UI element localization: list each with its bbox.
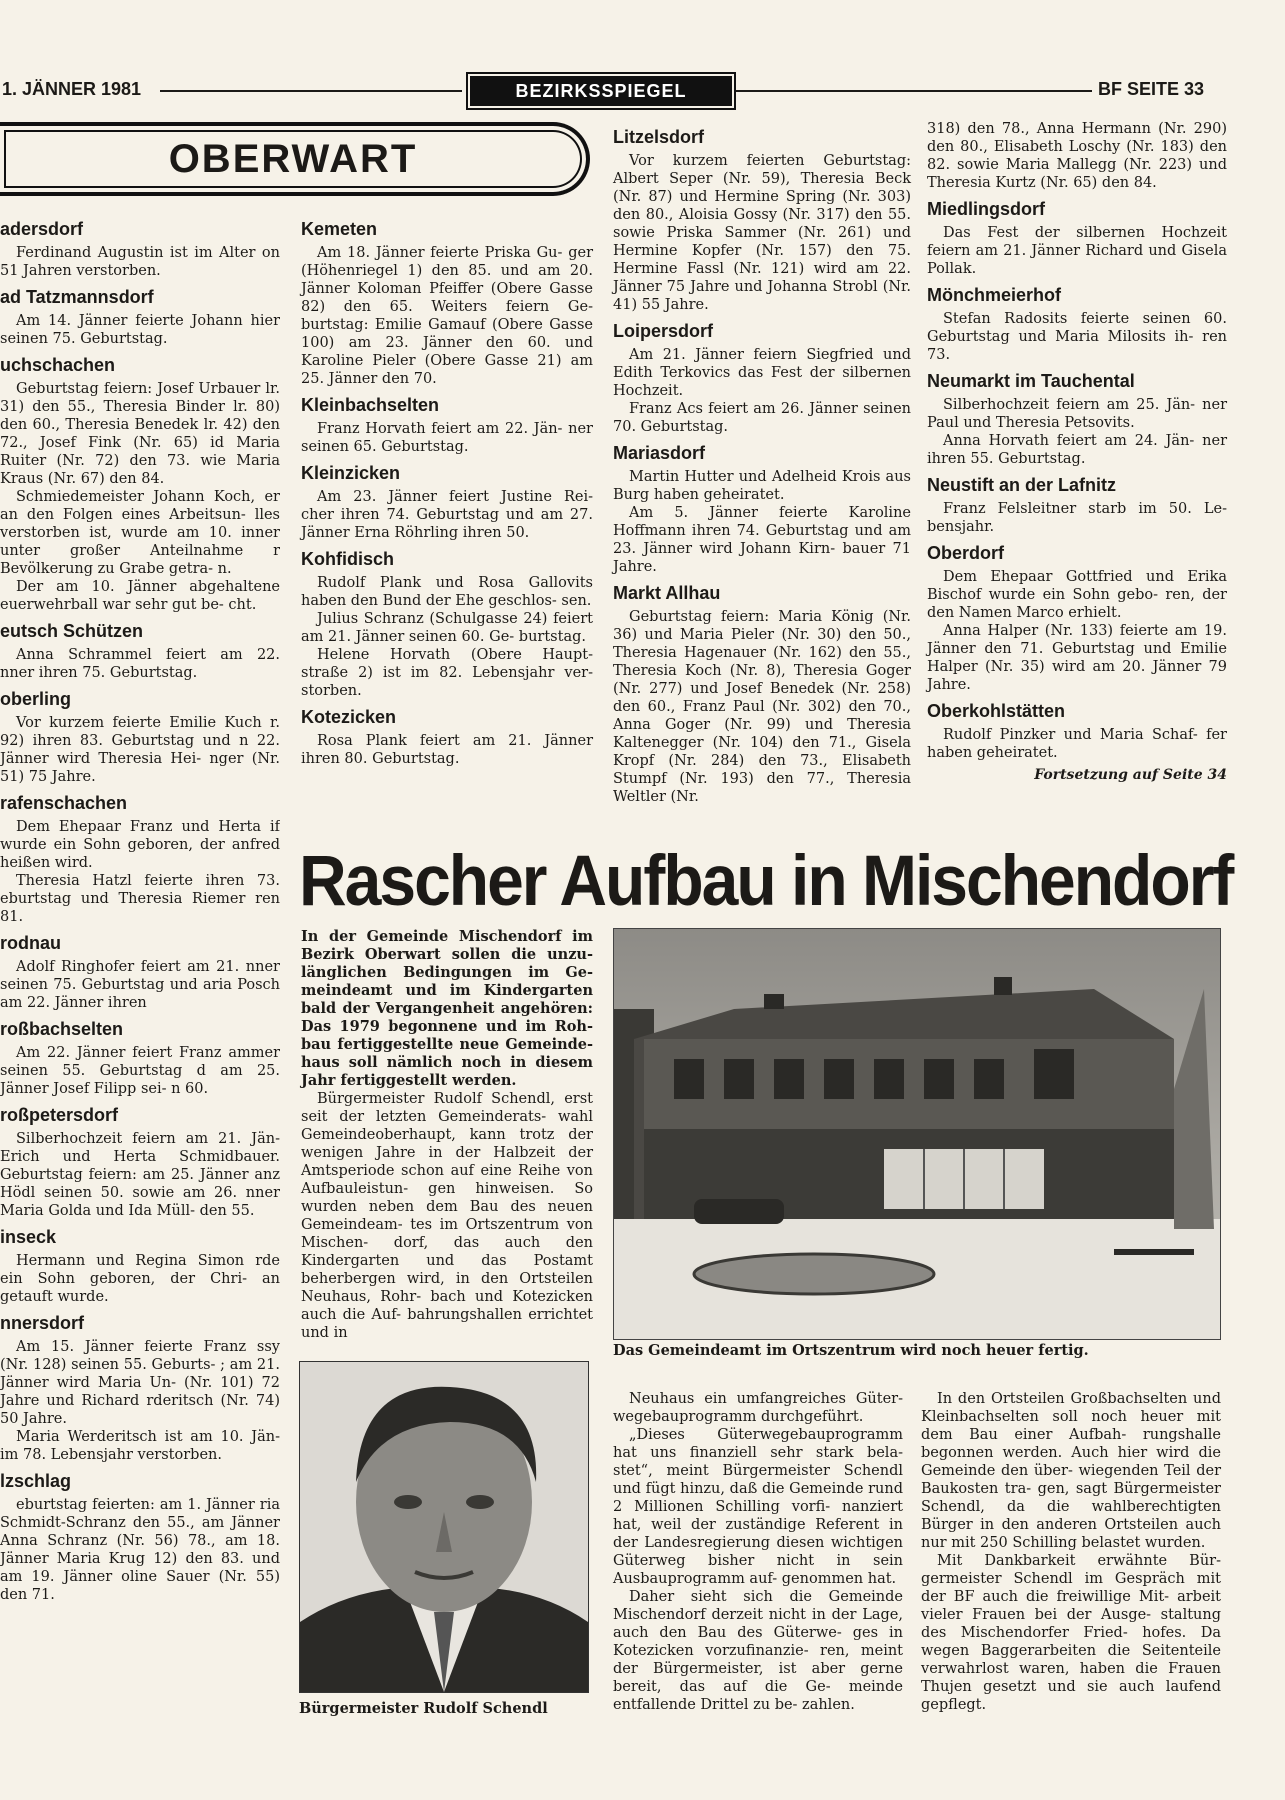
village-news-text: Vor kurzem feierte Emilie Kuch r. 92) ihren 83. Geburtstag und n 22. Jänner wird Theresia Hei- nger (Nr. 51) 75 Jahre. — [0, 715, 280, 785]
portrait-caption: Bürgermeister Rudolf Schendl — [299, 1700, 548, 1717]
village-heading: Kleinbachselten — [301, 395, 440, 415]
village-heading: Markt Allhau — [613, 583, 721, 603]
village-news-text: Ferdinand Augustin ist im Alter on 51 Jahren verstorben. — [0, 245, 280, 279]
village-news-text: Am 18. Jänner feierte Priska Gu- ger (Höhenriegel 1) den 85. und am 20. Jänner Koloman Pfeiffer (Obere Gasse 82) den 65. Weiters feiern Ge- burtstag: Emilie Gamauf (Obere Gasse 100) am 23. Jänner den 60. und Karoline Pieler (Obere Gasse 21) am 25. Jänner den 70. — [301, 245, 593, 387]
village-heading: Oberdorf — [927, 543, 1005, 563]
article-body-2 — [613, 1390, 903, 1714]
village-heading: lzschlag — [0, 1471, 72, 1491]
village-heading: roßbachselten — [0, 1019, 124, 1039]
village-heading: Mariasdorf — [613, 443, 706, 463]
village-heading: ad Tatzmannsdorf — [0, 287, 154, 307]
article-paragraph: „Dieses Güterwegebauprogramm hat uns finanziell sehr stark bela- stet“, meint Bürgermeister Schendl und fügt hinzu, daß die Gemeinde rund 2 Millionen Schilling vorfi- nanziert hat, weil der zuständige Referent in der Landesregierung diesen wichtigen Güterweg bisher nicht in sein Ausbauprogramm auf- genommen hat. — [613, 1427, 903, 1587]
column-3 — [613, 120, 911, 806]
village-heading: inseck — [0, 1227, 57, 1247]
article-paragraph: Daher sieht sich die Gemeinde Mischendorf derzeit nicht in der Lage, auch den Bau des Güterwe- ges in Kotezicken vorzufinanzie- ren, meint der Bürgermeister, ist aber gerne bereit, das auf die Ge- meinde entfallende Drittel zu be- zahlen. — [613, 1589, 903, 1713]
village-news-text: Geburtstag feiern: Josef Urbauer lr. 31) den 55., Theresia Binder lr. 80) den 60., Theresia Benedek lr. 42) den 72., Josef Fink (Nr. 65) id Maria Ruiter (Nr. 72) den 73. wie Maria Kraus (Nr. 67) den 84. — [0, 381, 280, 487]
village-news-text: Adolf Ringhofer feiert am 21. nner seinen 75. Geburtstag und aria Posch am 22. Jänner ihren — [0, 959, 280, 1011]
article-paragraph: In den Ortsteilen Großbachselten und Kleinbachselten soll noch heuer mit dem Bau einer Aufbah- rungshalle begonnen werden. Auch hier wird die Gemeinde den über- wiegenden Teil der Baukosten tra- gen, sagt Bürgermeister Schendl, da die wahlberechtigten Bürger in den anderen Ortsteilen auch nur mit 250 Schilling belastet wurden. — [921, 1391, 1221, 1551]
village-heading: rafenschachen — [0, 793, 128, 813]
village-news-text: Am 22. Jänner feiert Franz ammer seinen 55. Geburtstag d am 25. Jänner Josef Filipp sei- n 60. — [0, 1045, 280, 1097]
village-news-text: Am 15. Jänner feierte Franz ssy (Nr. 128) seinen 55. Geburts- ; am 21. Jänner wird Maria Un- (Nr. 101) 72 Jahre und Richard rderitsch (Nr. 74) 50 Jahre. — [0, 1339, 280, 1427]
village-heading: eutsch Schützen — [0, 621, 144, 641]
lead-text: In der Gemeinde Mischendorf im Bezirk Oberwart sollen die unzu- länglichen Bedingungen im Ge- meindeamt und im Kindergarten bald der Vergangenheit angehören: Das 1979 begonnene und im Roh- bau fertiggestellte neue Gemeinde- haus soll nämlich noch in diesem Jahr fertiggestellt werden. — [301, 928, 593, 1089]
village-news-text: Franz Felsleitner starb im 50. Le- bensjahr. — [927, 501, 1227, 535]
village-heading: roßpetersdorf — [0, 1105, 119, 1125]
village-heading: rodnau — [0, 933, 61, 953]
village-news-text: Stefan Radosits feierte seinen 60. Geburtstag und Maria Milosits ih- ren 73. — [927, 311, 1227, 363]
village-heading: adersdorf — [0, 219, 84, 239]
column-2 — [301, 212, 593, 768]
village-news-text: Vor kurzem feierten Geburtstag: Albert Seper (Nr. 59), Theresia Beck (Nr. 87) und Hermine Spring (Nr. 303) den 80., Aloisia Gossy (Nr. 317) den 55. sowie Priska Sammer (Nr. 261) und Hermine Kopfer (Nr. 157) den 75. Hermine Fassl (Nr. 121) wird am 22. Jänner 75 Jahre und Johanna Strobl (Nr. 41) 55 Jahre. — [613, 153, 911, 313]
village-news-text: Geburtstag feiern: Maria König (Nr. 36) und Maria Pieler (Nr. 30) den 50., Theresia Hagenauer (Nr. 162) den 55., Theresia Koch (Nr. 8), Theresia Goger (Nr. 277) und Josef Benedek (Nr. 258) den 60., Franz Paul (Nr. 302) den 70., Anna Goger (Nr. 99) und Theresia Kaltenegger (Nr. 104) den 71., Gisela Kropf (Nr. 284) den 73., Elisabeth Stumpf (Nr. 193) den 77., Theresia Weltler (Nr. — [613, 609, 911, 805]
mayor-portrait — [299, 1361, 589, 1693]
village-heading: Loipersdorf — [613, 321, 714, 341]
village-heading: nnersdorf — [0, 1313, 85, 1333]
village-news-text: Silberhochzeit feiern am 25. Jän- ner Paul und Theresia Petsovits. — [927, 397, 1227, 431]
article-body-3 — [921, 1390, 1221, 1714]
section-masthead: BEZIRKSSPIEGEL — [466, 72, 736, 110]
page-number: BF SEITE 33 — [1098, 79, 1205, 99]
village-news-text: Schmiedemeister Johann Koch, er an den Folgen eines Arbeitsun- lles verstorben ist, wurde am 10. inner unter großer Anteilnahme r Bevölkerung zu Grabe getra- n. — [0, 489, 280, 577]
village-news-text: Franz Horvath feiert am 22. Jän- ner seinen 65. Geburtstag. — [301, 421, 593, 455]
village-heading: Kleinzicken — [301, 463, 401, 483]
village-heading: oberling — [0, 689, 71, 709]
village-news-text: Theresia Hatzl feierte ihren 73. eburtstag und Theresia Riemer ren 81. — [0, 873, 280, 925]
article-paragraph: Neuhaus ein umfangreiches Güter- wegebauprogramm durchgeführt. — [613, 1391, 903, 1425]
article-lead — [301, 928, 593, 1090]
village-heading: Litzelsdorf — [613, 127, 705, 147]
district-banner: OBERWART — [0, 122, 590, 196]
village-heading: Mönchmeierhof — [927, 285, 1062, 305]
village-news-text: Am 21. Jänner feiern Siegfried und Edith Terkovics das Fest der silbernen Hochzeit. — [613, 347, 911, 399]
header-rule-left — [160, 90, 462, 92]
village-heading: Neumarkt im Tauchental — [927, 371, 1135, 391]
village-news-text: Der am 10. Jänner abgehaltene euerwehrball war sehr gut be- cht. — [0, 579, 280, 613]
column-4 — [927, 120, 1227, 784]
village-heading: Kohfidisch — [301, 549, 394, 569]
photo-caption: Das Gemeindeamt im Ortszentrum wird noch heuer fertig. — [613, 1342, 1089, 1359]
village-news-text: Am 14. Jänner feierte Johann hier seinen 75. Geburtstag. — [0, 313, 280, 347]
village-news-text: Am 5. Jänner feierte Karoline Hoffmann ihren 74. Geburtstag und am 23. Jänner wird Johann Kirn- bauer 71 Jahre. — [613, 505, 911, 575]
body1-text: Bürgermeister Rudolf Schendl, erst seit der letzten Gemeinderats- wahl Gemeindeoberhaupt, kann trotz der wenigen Jahre in der Halbzeit der Amtsperiode schon auf eine Reihe von Aufbauleistun- gen hinweisen. So wurden neben dem Bau des neuen Gemeindeam- tes im Ortszentrum von Mischen- dorf, das auch den Kindergarten und das Postamt beherbergen wird, in den Ortsteilen Neuhaus, Rohr- bach und Kotezicken auch die Auf- bahrungshallen errichtet und in — [301, 1091, 593, 1341]
village-news-text: Maria Werderitsch ist am 10. Jän- im 78. Lebensjahr verstorben. — [0, 1429, 280, 1463]
village-news-text: Franz Acs feiert am 26. Jänner seinen 70. Geburtstag. — [613, 401, 911, 435]
village-news-text: Am 23. Jänner feiert Justine Rei- cher ihren 74. Geburtstag und am 27. Jänner Erna Röhrling ihren 50. — [301, 489, 593, 541]
village-heading: Miedlingsdorf — [927, 199, 1045, 219]
village-news-text: Rudolf Plank und Rosa Gallovits haben den Bund der Ehe geschlos- sen. — [301, 575, 593, 609]
article-paragraph: Mit Dankbarkeit erwähnte Bür- germeister Schendl im Gespräch mit der BF auch die freiwillige Mit- arbeit vieler Frauen bei der Ausge- staltung des Mischendorfer Fried- hofes. Da wegen Baggerarbeiten die Seitenteile verwahrlost waren, haben die Frauen Thujen gesetzt und sie auch laufend gepflegt. — [921, 1553, 1221, 1713]
col4-continuation: 318) den 78., Anna Hermann (Nr. 290) den 80., Elisabeth Loschy (Nr. 183) den 82. sowie Maria Mallegg (Nr. 223) und Theresia Kurtz (Nr. 65) den 84. — [927, 121, 1227, 191]
village-news-text: Anna Horvath feiert am 24. Jän- ner ihren 55. Geburtstag. — [927, 433, 1227, 467]
article-headline: Rascher Aufbau in Mischendorf — [299, 840, 1233, 920]
header-rule-right — [736, 90, 1092, 92]
village-heading: Kotezicken — [301, 707, 397, 727]
village-news-text: Das Fest der silbernen Hochzeit feiern am 21. Jänner Richard und Gisela Pollak. — [927, 225, 1227, 277]
village-news-text: Julius Schranz (Schulgasse 24) feiert am 21. Jänner seinen 60. Ge- burtstag. — [301, 611, 593, 645]
town-hall-photo — [613, 928, 1221, 1340]
village-heading: uchschachen — [0, 355, 116, 375]
issue-date: 1. JÄNNER 1981 — [2, 79, 142, 99]
village-news-text: Anna Schrammel feiert am 22. nner ihren 75. Geburtstag. — [0, 647, 280, 681]
village-news-text: Anna Halper (Nr. 133) feierte am 19. Jänner den 71. Geburtstag und Emilie Halper (Nr. 35) wird am 20. Jänner 79 Jahre. — [927, 623, 1227, 693]
village-news-text: Dem Ehepaar Franz und Herta if wurde ein Sohn geboren, der anfred heißen wird. — [0, 819, 280, 871]
continued-note: Fortsetzung auf Seite 34 — [1034, 767, 1227, 783]
village-news-text: Martin Hutter und Adelheid Krois aus Burg haben geheiratet. — [613, 469, 911, 503]
village-heading: Kemeten — [301, 219, 378, 239]
village-news-text: Dem Ehepaar Gottfried und Erika Bischof wurde ein Sohn gebo- ren, der den Namen Marco erhielt. — [927, 569, 1227, 621]
village-news-text: Rosa Plank feiert am 21. Jänner ihren 80. Geburtstag. — [301, 733, 593, 767]
village-news-text: Helene Horvath (Obere Haupt- straße 2) ist im 82. Lebensjahr ver- storben. — [301, 647, 593, 699]
village-heading: Neustift an der Lafnitz — [927, 475, 1117, 495]
village-news-text: Hermann und Regina Simon rde ein Sohn geboren, der Chri- an getauft wurde. — [0, 1253, 280, 1305]
article-body-1 — [301, 1090, 593, 1342]
village-news-text: Silberhochzeit feiern am 21. Jän- Erich und Herta Schmidbauer. Geburtstag feiern: am 25. Jänner anz Hödl seinen 50. sowie am 26. nner Maria Golda und Ida Müll- den 55. — [0, 1131, 280, 1219]
column-1 — [0, 212, 280, 1604]
village-heading: Oberkohlstätten — [927, 701, 1066, 721]
village-news-text: eburtstag feierten: am 1. Jänner ria Schmidt-Schranz den 55., am Jänner Anna Schranz (Nr. 56) 78., am 18. Jänner Maria Krug 12) den 83. und am 19. Jänner oline Sauer (Nr. 55) den 71. — [0, 1497, 280, 1603]
village-news-text: Rudolf Pinzker und Maria Schaf- fer haben geheiratet. — [927, 727, 1227, 761]
